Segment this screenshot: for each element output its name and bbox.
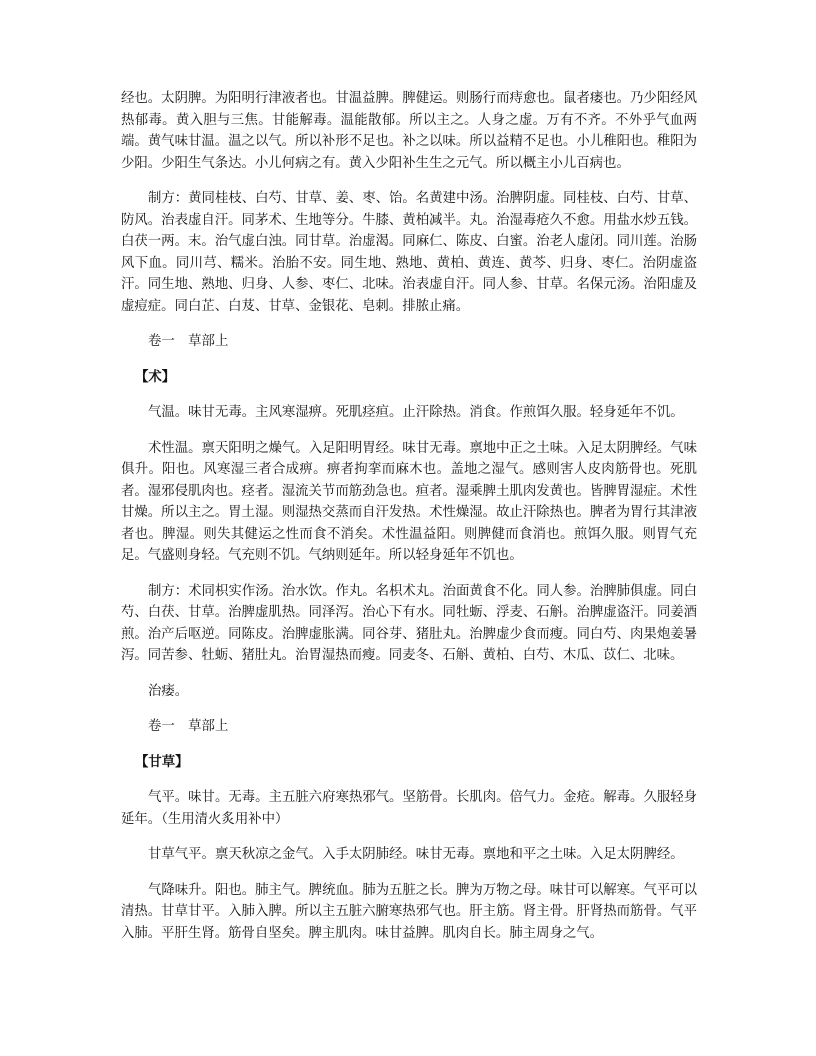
- paragraph-zhu-summary: 气温。味甘无毒。主风寒湿痹。死肌痉疸。止汗除热。消食。作煎饵久服。轻身延年不饥。: [148, 405, 684, 420]
- paragraph-zhu-prescriptions: 制方：术同枳实作汤。治水饮。作丸。名枳术丸。治面黄食不化。同人参。治脾肺俱虚。同白芍、白茯、甘草。治脾虚肌热。同泽泻。治心下有水。同牡蛎、浮麦、石斛。治脾虚盗汗。同姜酒煎。治产后呕逆。同陈皮。治脾虚胀满。同谷芽、猪肚丸。治脾虚少食而瘦。同白芍、肉果炮姜暑泻。同苦参、牡蛎、猪肚丸。治胃湿热而瘦。同麦冬、石斛、黄柏、白芍、木瓜、苡仁、北味。: [121, 583, 698, 663]
- paragraph-huangqi-continuation: 经也。太阴脾。为阳明行津液者也。甘温益脾。脾健运。则肠行而痔愈也。鼠者瘘也。乃少阳经风热郁毒。黄入胆与三焦。甘能解毒。温能散郁。所以主之。人身之虚。万有不齐。不外乎气血两端。黄气味甘温。温之以气。所以补形不足也。补之以味。所以益精不足也。小儿稚阳也。稚阳为少阳。少阳生气条达。小儿何病之有。黄入少阳补生生之元气。所以概主小儿百病也。: [121, 91, 697, 171]
- section-label-2: 卷一 草部上: [148, 719, 229, 734]
- paragraph-gancao-nature: 甘草气平。禀天秋凉之金气。入手太阴肺经。味甘无毒。禀地和平之土味。入足太阴脾经。: [148, 847, 684, 862]
- section-label-1: 卷一 草部上: [148, 334, 229, 349]
- document-page: [121, 88, 697, 958]
- paragraph-gancao-commentary: 气降味升。阳也。肺主气。脾统血。肺为五脏之长。脾为万物之母。味甘可以解寒。气平可以清热。甘草甘平。入肺入脾。所以主五脏六腑寒热邪气也。肝主筋。肾主骨。肝肾热而筋骨。气平入肺。平肝生肾。筋骨自坚矣。脾主肌肉。味甘益脾。肌肉自长。肺主周身之气。: [121, 882, 698, 941]
- paragraph-zhu-commentary: 术性温。禀天阳明之燥气。入足阳明胃经。味甘无毒。禀地中正之土味。入足太阴脾经。气味俱升。阳也。风寒湿三者合成痹。痹者拘挛而麻木也。盖地之湿气。感则害人皮肉筋骨也。死肌者。湿邪侵肌肉也。痉者。湿流关节而筋劲急也。疸者。湿乘脾土肌肉发黄也。皆脾胃湿症。术性甘燥。所以主之。胃土湿。则湿热交蒸而自汗发热。术性燥湿。故止汗除热也。脾者为胃行其津液者也。脾湿。则失其健运之性而食不消矣。术性温益阳。则脾健而食消也。煎饵久服。则胃气充足。气盛则身轻。气充则不饥。气纳则延年。所以轻身延年不饥也。: [121, 440, 698, 563]
- paragraph-zhu-note: 治痿。: [148, 683, 189, 699]
- paragraph-huangqi-prescriptions: 制方：黄同桂枝、白芍、甘草、姜、枣、饴。名黄建中汤。治脾阴虚。同桂枝、白芍、甘草、防风。治表虚自汗。同茅术、生地等分。牛膝、黄柏减半。丸。治湿毒疮久不愈。用盐水炒五钱。白茯一两。末。治气虚白浊。同甘草。治虚渴。同麻仁、陈皮、白蜜。治老人虚闭。同川莲。治肠风下血。同川芎、糯米。治胎不安。同生地、熟地、黄柏、黄连、黄芩、归身、枣仁。治阴虚盗汗。同生地、熟地、归身、人参、枣仁、北味。治表虚自汗。同人参、甘草。名保元汤。治阳虚及虚痘症。同白芷、白芨、甘草、金银花、皂刺。排脓止痛。: [121, 191, 698, 314]
- heading-gancao: 【甘草】: [135, 753, 189, 770]
- heading-zhu: 【术】: [135, 368, 176, 385]
- paragraph-gancao-summary: 气平。味甘。无毒。主五脏六府寒热邪气。坚筋骨。长肌肉。倍气力。金疮。解毒。久服轻身延年。（生用清火炙用补中）: [121, 790, 698, 827]
